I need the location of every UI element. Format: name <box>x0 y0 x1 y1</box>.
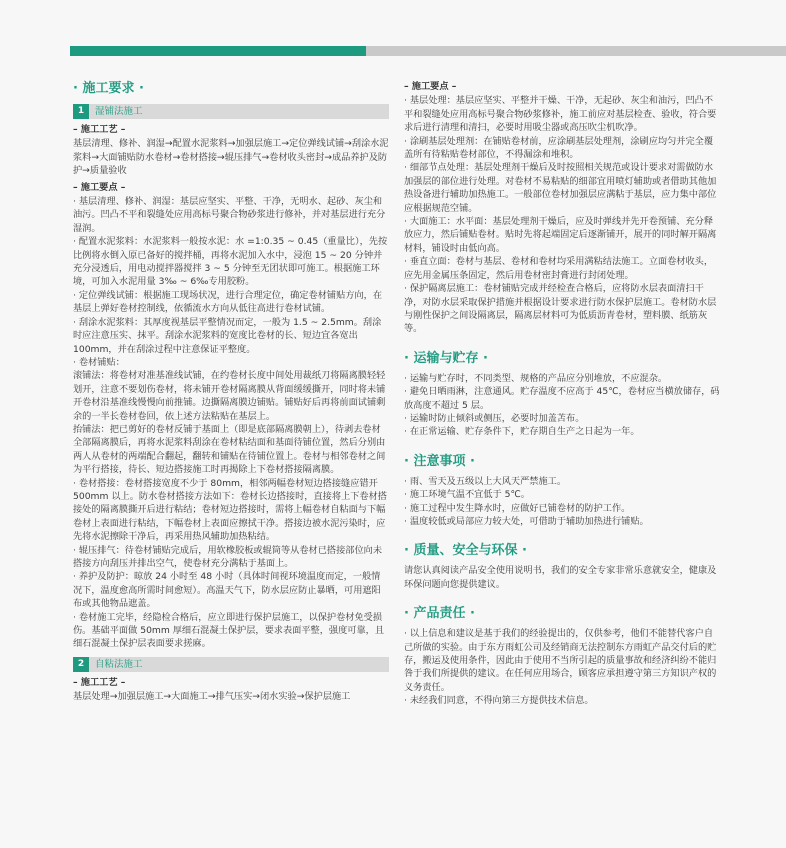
notes-title: · 注意事项 · <box>404 453 475 469</box>
notes-item: · 施工环境气温不宜低于 5℃。 <box>404 489 530 501</box>
construction-requirements-title: · 施工要求 · <box>73 81 144 96</box>
section-2-number: 2 <box>73 657 89 672</box>
right-column <box>404 80 720 708</box>
point-paragraph: · 卷材施工完毕，经隐检合格后，应立即进行保护层施工，以保护卷材免受损伤。基础平面做 50mm 厚细石混凝土保护层，要求表面平整，强度可靠，且细石混凝土保护层表面要求搓麻。 <box>73 611 385 650</box>
top-decor-bar <box>0 46 786 56</box>
liability-item: · 未经我们同意，不得向第三方提供技术信息。 <box>404 695 594 707</box>
point-paragraph: 抬铺法：把已剪好的卷材反铺于基面上（即是底部隔离膜朝上），待剥去卷材全部隔离膜后，再将水泥浆料刮涂在卷材粘结面和基面待铺位置，然后分别由两人从卷材的两端配合翻起，翻转和铺贴在待铺位置上。卷材与相邻卷材之间为平行搭接，待长、短边搭接施工时再揭除上下卷材搭接隔离膜。 <box>73 423 386 476</box>
section-2-label: 自粘法施工 <box>95 658 143 670</box>
point-paragraph: · 刮涂水泥浆料：其厚度视基层平整情况而定，一般为 1.5 ~ 2.5mm。刮涂时应注意压实、抹平。刮涂水泥浆料的宽度比卷材的长、短边宜各宽出 100mm，并在刮涂过程中注意保证平整度。 <box>73 316 382 355</box>
storage-title: · 运输与贮存 · <box>404 350 488 366</box>
points-title: – 施工要点 – <box>73 181 126 193</box>
liability-item: · 以上信息和建议是基于我们的经验提出的，仅供参考，他们不能替代客户自己所做的实验。由于东方雨虹公司及经销商无法控制东方雨虹产品交付后的贮存，搬运及使用条件，因此由于使用不当所引起的质量事故和经济纠纷不能归咎于我们所提供的建议。在任何应用场合，顾客应承担遵守第三方知识产权的义务责任。 <box>404 628 717 693</box>
craft-title: – 施工工艺 – <box>73 124 126 135</box>
storage-item: · 运输时防止倾斜或侧压，必要时加盖苫布。 <box>404 412 585 424</box>
right-point-paragraph: · 涂刷基层处理剂：在铺贴卷材前，应涂刷基层处理剂，涂刷应均匀并完全覆盖所有待粘贴卷材部位，不得漏涂和堆积。 <box>404 135 714 161</box>
section-1-number: 1 <box>73 104 89 119</box>
quality-text: 请您认真阅读产品安全使用说明书，我们的安全专家非常乐意就安全，健康及环保问题向您提供建议。 <box>404 565 717 590</box>
point-paragraph: · 卷材搭接：卷材搭接宽度不少于 80mm，相邻两幅卷材短边搭接缝应错开 500mm 以上。防水卷材搭接方法如下：卷材长边搭接时，直接将上下卷材搭接处的隔离膜撕开后进行粘结；卷材短边搭接时，需将上幅卷材自粘面与下幅卷材上表面进行粘结，下幅卷材上表面应擦拭干净。搭接边被水泥污染时，应先将水泥擦除干净后，再采用热风辅助加热粘结。 <box>73 477 387 543</box>
craft2-text: 基层处理→加强层施工→大面施工→排气压实→闭水实验→保护层施工 <box>73 691 351 703</box>
point-paragraph: · 辊压排气：待卷材铺贴完成后，用软橡胶板或辊筒等从卷材已搭接部位向未搭接方向刮压并排出空气，使卷材充分满粘于基面上。 <box>73 544 383 569</box>
section-1-header <box>73 104 389 119</box>
section-2-header <box>73 657 389 672</box>
point-paragraph: · 卷材铺贴： <box>73 356 125 368</box>
right-point-paragraph: · 保护隔离层施工：卷材铺贴完成并经检查合格后，应将防水层表面清扫干净，对防水层采取保护措施并根据设计要求进行防水保护层施工。卷材防水层与刚性保护之间设隔离层，隔离层材料可为低质沥青卷材，塑料膜、纸筋灰等。 <box>404 283 717 335</box>
storage-item: · 运输与贮存时，不同类型、规格的产品应分别堆放，不应混杂。 <box>404 372 668 384</box>
right-point-paragraph: · 细部节点处理：基层处理剂干燥后及时按照相关规范或设计要求对需做防水加强层的部位进行处理。对卷材不易粘贴的细部宜用喷灯辅助或者借助其他加热设备进行辅助加热施工。一般部位卷材加强层应满粘于基层，应力集中部位应根据规范空铺。 <box>404 162 717 214</box>
right-point-paragraph: · 垂直立面：卷材与基层、卷材和卷材均采用满粘结法施工。立面卷材收头，应先用金属压条固定，然后用卷材密封膏进行封闭处理。 <box>404 256 714 281</box>
storage-item: · 在正常运输、贮存条件下，贮存期自生产之日起为一年。 <box>404 426 640 438</box>
point-paragraph: · 养护及防护：晾放 24 小时至 48 小时（具体时间视环境温度而定，一般情况下，温度愈高所需时间愈短）。高温天气下，防水层应防止暴晒，可用遮阳布或其他物品遮盖。 <box>73 571 381 610</box>
point-paragraph: · 配置水泥浆料：水泥浆料一般按水泥：水 =1:0.35 ~ 0.45（重量比），先按比例将水倒入原已备好的搅拌桶，再将水泥加入水中，浸泡 15 ~ 20 分钟并充分浸透后，用电动搅拌器搅拌 3 ~ 5 分钟至无团状即可施工。根据施工环境，可加入水泥用量 3‰ ~ 6‰专用胶粉。 <box>73 236 388 288</box>
craft2-title: – 施工工艺 – <box>73 676 126 688</box>
point-paragraph: 滚铺法：将卷材对准基准线试铺，在约卷材长度中间处用裁纸刀将隔离膜轻轻划开，注意不要划伤卷材，将未铺开卷材隔离膜从背面缓缓撕开，同时将未铺开卷材沿基准线慢慢向前推铺。边撕隔离膜边铺贴。铺贴好后再将前面试铺剩余的一半长卷材卷回，依上述方法粘贴在基层上。 <box>73 370 386 422</box>
top-bar-gray-segment <box>366 46 786 56</box>
liability-title: · 产品责任 · <box>404 606 475 622</box>
notes-item: · 温度较低或局部应力较大处，可借助于辅助加热进行铺贴。 <box>404 515 649 527</box>
left-column <box>73 80 389 704</box>
notes-item: · 施工过程中发生降水时，应做好已铺卷材的防护工作。 <box>404 502 631 514</box>
craft-text: 基层清理、修补、润湿→配置水泥浆料→加强层施工→定位弹线试铺→刮涂水泥浆料→大面铺贴防水卷材→卷材搭接→辊压排气→卷材收头密封→成品养护及防护→质量验收 <box>73 138 389 177</box>
right-points-title: – 施工要点 – <box>404 81 457 92</box>
point-paragraph: · 基层清理、修补、润湿：基层应坚实、平整、干净，无明水、起砂、灰尘和油污。凹凸不平和裂缝处应用高标号聚合物砂浆进行修补，并对基层进行充分湿润。 <box>73 196 386 234</box>
top-bar-green-segment <box>70 46 366 56</box>
notes-item: · 雨、雪天及五级以上大风天严禁施工。 <box>404 475 567 487</box>
right-point-paragraph: · 大面施工：水平面：基层处理剂干燥后，应及时弹线并先开卷预铺、充分释放应力，然后铺贴卷材。贴时先将起端固定后逐渐铺开，展开的同时解开隔离材料，铺设时由低向高。 <box>404 216 717 254</box>
quality-title: · 质量、安全与环保 · <box>404 543 527 559</box>
section-1-label: 湿铺法施工 <box>95 105 143 117</box>
right-point-paragraph: · 基层处理：基层应坚实、平整并干燥、干净，无起砂、灰尘和油污，凹凸不平和裂缝处应用高标号聚合物砂浆修补，施工前应对基层检查、验收，符合要求后进行清理和清扫，必要时用吸尘器或高压吹尘机吹净。 <box>404 95 717 134</box>
point-paragraph: · 定位弹线试铺：根据施工现场状况，进行合理定位，确定卷材铺贴方向，在基层上弹好卷材控制线，依循流水方向从低往高进行卷材试铺。 <box>73 289 383 315</box>
storage-item: · 避免日晒雨淋，注意通风。贮存温度不应高于 45℃，卷材应当横放储存，码放高度不超过 5 层。 <box>404 386 720 411</box>
